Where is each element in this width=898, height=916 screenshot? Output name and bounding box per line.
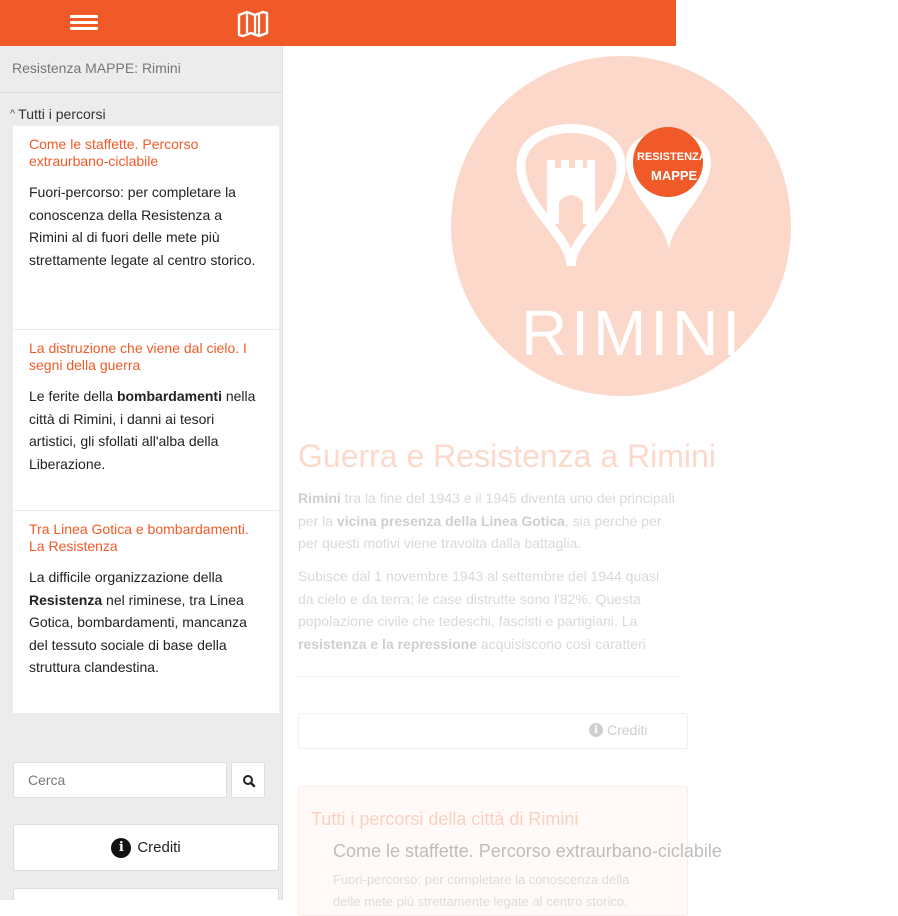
credits-label: Crediti: [137, 839, 181, 856]
search-button[interactable]: [231, 762, 265, 798]
map-icon[interactable]: [236, 9, 270, 37]
search-input[interactable]: [13, 762, 227, 798]
route-card[interactable]: [13, 511, 279, 713]
route-card-description: La difficile organizzazione della Resistenza nel riminese, tra Linea Gotica, bombardamenti, mancanza del tessuto sociale di base della struttura clandestina.: [29, 569, 247, 675]
route-card-description: Fuori-percorso: per completare la conoscenza della Resistenza a Rimini al di fuori delle mete più strettamente legate al centro storico.: [29, 184, 256, 268]
credits-bar[interactable]: [298, 713, 688, 749]
main-content: [284, 46, 745, 909]
section-toggle-all-routes[interactable]: [10, 106, 106, 122]
route-card[interactable]: [13, 330, 279, 510]
routes-panel-title: Tutti i percorsi della città di Rimini: [311, 809, 579, 829]
section-label: Tutti i percorsi: [18, 106, 106, 122]
info-icon: i: [589, 723, 603, 737]
info-icon: i: [111, 838, 131, 858]
routes-panel: [298, 786, 722, 916]
credits-label: Crediti: [607, 722, 648, 738]
route-link[interactable]: Come le staffette. Percorso extraurbano-ciclabile: [333, 841, 722, 861]
logo-city-name: RIMINI: [521, 297, 745, 369]
divider: [0, 92, 283, 93]
divider: [298, 676, 678, 677]
search-icon: [232, 763, 266, 799]
route-card-description: Le ferite della bombardamenti nella città di Rimini, i danni ai tesori artistici, gli sfollati all'alba della Liberazione.: [29, 388, 256, 472]
sidebar-title: Resistenza MAPPE: Rimini: [12, 60, 181, 76]
page-title: Guerra e Resistenza a Rimini: [298, 438, 716, 474]
chevron-up-icon: ^: [10, 108, 16, 120]
top-app-bar: [0, 0, 676, 46]
route-card-title: Tra Linea Gotica e bombardamenti. La Resistenza: [29, 521, 249, 554]
city-logo: [451, 56, 791, 396]
credits-button[interactable]: [13, 824, 279, 871]
logo-top-text: RESISTENZA: [637, 151, 707, 163]
hamburger-menu-icon[interactable]: [70, 12, 98, 34]
sidebar-next-card: [13, 888, 279, 900]
intro-paragraph: Rimini tra la fine del 1943 e il 1945 diventa uno dei principali per la vicina presenza della Linea Gotica, sia perché per per questi motivi viene travolta dalla battaglia.: [298, 490, 675, 551]
history-paragraph: Subisce dal 1 novembre 1943 al settembre del 1944 quasi da cielo e da terra; le case distrutte sono l'82%. Questa popolazione civile che tedeschi, fascisti e partigiani. La resistenza e la repressione acquisiscono così caratteri: [298, 568, 660, 652]
route-description: Fuori-percorso: per completare la conoscenza della delle mete più strettamente legate al centro storico.: [333, 872, 630, 909]
logo-sub-text: MAPPE: [651, 168, 698, 183]
sidebar: [0, 46, 283, 900]
route-card-title: Come le staffette. Percorso extraurbano-ciclabile: [29, 136, 199, 169]
route-card[interactable]: [13, 126, 279, 329]
route-card-title: La distruzione che viene dal cielo. I segni della guerra: [29, 340, 247, 373]
